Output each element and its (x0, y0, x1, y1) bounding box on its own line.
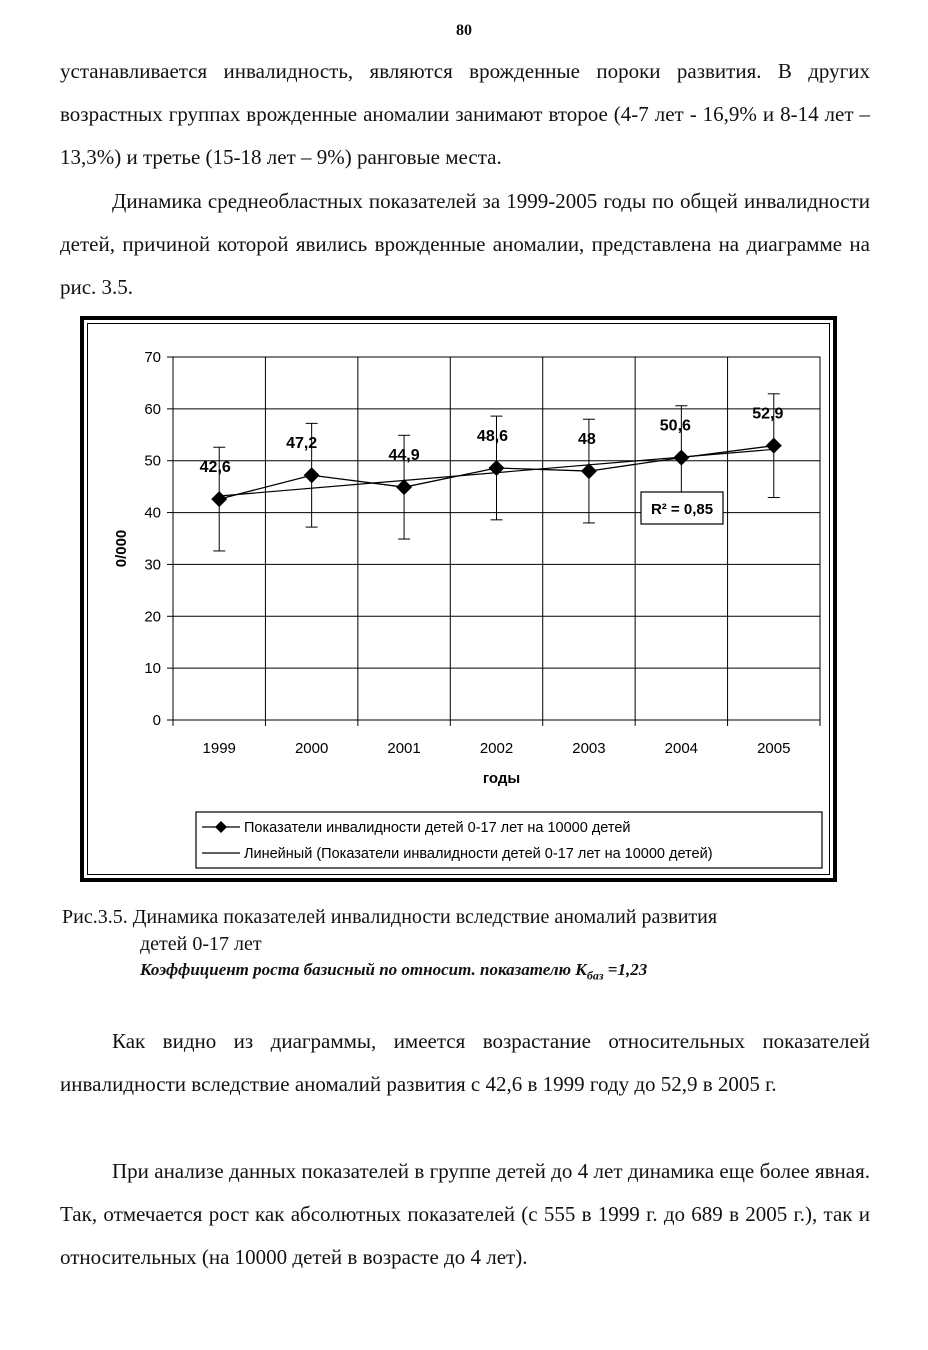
page-number: 80 (456, 22, 472, 39)
y-tick-label: 30 (144, 556, 161, 574)
caption-line-2: детей 0-17 лет (140, 933, 262, 955)
x-tick-label: 2001 (387, 740, 421, 757)
paragraph-3: Как видно из диаграммы, имеется возрастание относительных показателей инвалидности вследствие аномалий развития с 42,6 в 1999 году до 52,9 в 2005 г. (60, 1029, 870, 1096)
data-point-marker (211, 491, 227, 507)
x-axis-label: годы (482, 770, 521, 787)
data-point-marker (396, 479, 412, 495)
y-tick-label: 50 (144, 452, 161, 470)
data-label: 48 (578, 431, 596, 449)
legend-entry-trend: Линейный (Показатели инвалидности детей 0-17 лет на 10000 детей) (244, 846, 713, 862)
x-tick-label: 2000 (294, 740, 329, 757)
data-label: 47,2 (286, 435, 318, 453)
chart (84, 320, 833, 878)
y-axis-label: 0/000 (113, 529, 130, 568)
y-tick-label: 40 (144, 504, 161, 522)
x-tick-label: 2002 (479, 740, 514, 757)
data-label: 48,6 (476, 427, 509, 445)
plot-area (173, 357, 820, 720)
paragraph-1: устанавливается инвалидность, являются врожденные пороки развития. В других возрастных группах врожденные аномалии занимают второе (4-7 лет - 16,9% и 8-14 лет – 13,3%) и третье (15-18 лет – 9%) ранговые места. (60, 59, 870, 169)
caption-note (140, 960, 647, 983)
r2-label: R² = 0,85 (650, 501, 714, 518)
data-label: 50,6 (659, 417, 691, 435)
x-tick-label: 2004 (664, 740, 699, 757)
data-label: 44,9 (388, 447, 420, 465)
y-tick-label: 0 (152, 712, 161, 729)
data-point-marker (673, 450, 689, 466)
caption-note-value: =1,23 (603, 960, 648, 979)
x-tick-label: 2003 (572, 740, 606, 757)
chart-frame (80, 316, 837, 882)
paragraph-4: При анализе данных показателей в группе детей до 4 лет динамика еще более явная. Так, отмечается рост как абсолютных показателей (с 555 в 1999 г. до 689 в 2005 г.), так и относительных (на 10000 детей в возрасте до 4 лет). (60, 1159, 870, 1269)
caption-note-text: Коэффициент роста базисный по относит. показателю К (140, 960, 587, 979)
data-label: 42,6 (199, 459, 231, 477)
caption-line-1: Рис.3.5. Динамика показателей инвалидности вследствие аномалий развития (62, 906, 718, 928)
paragraph-2: Динамика среднеобластных показателей за 1999-2005 годы по общей инвалидности детей, причиной которой явились врожденные аномалии, представлена на диаграмме на рис. 3.5. (60, 189, 870, 299)
caption-note-subscript: баз (586, 968, 604, 983)
data-label: 52,9 (752, 405, 784, 423)
x-tick-label: 2005 (757, 740, 791, 757)
y-tick-label: 60 (144, 400, 161, 418)
figure-caption (62, 904, 882, 958)
data-point-marker (766, 438, 782, 454)
y-tick-label: 20 (144, 608, 161, 626)
y-tick-label: 10 (144, 660, 161, 678)
x-tick-label: 1999 (202, 740, 236, 757)
y-tick-label: 70 (144, 349, 161, 366)
legend-entry-series: Показатели инвалидности детей 0-17 лет на 10000 детей (244, 820, 631, 836)
data-point-marker (304, 467, 320, 483)
